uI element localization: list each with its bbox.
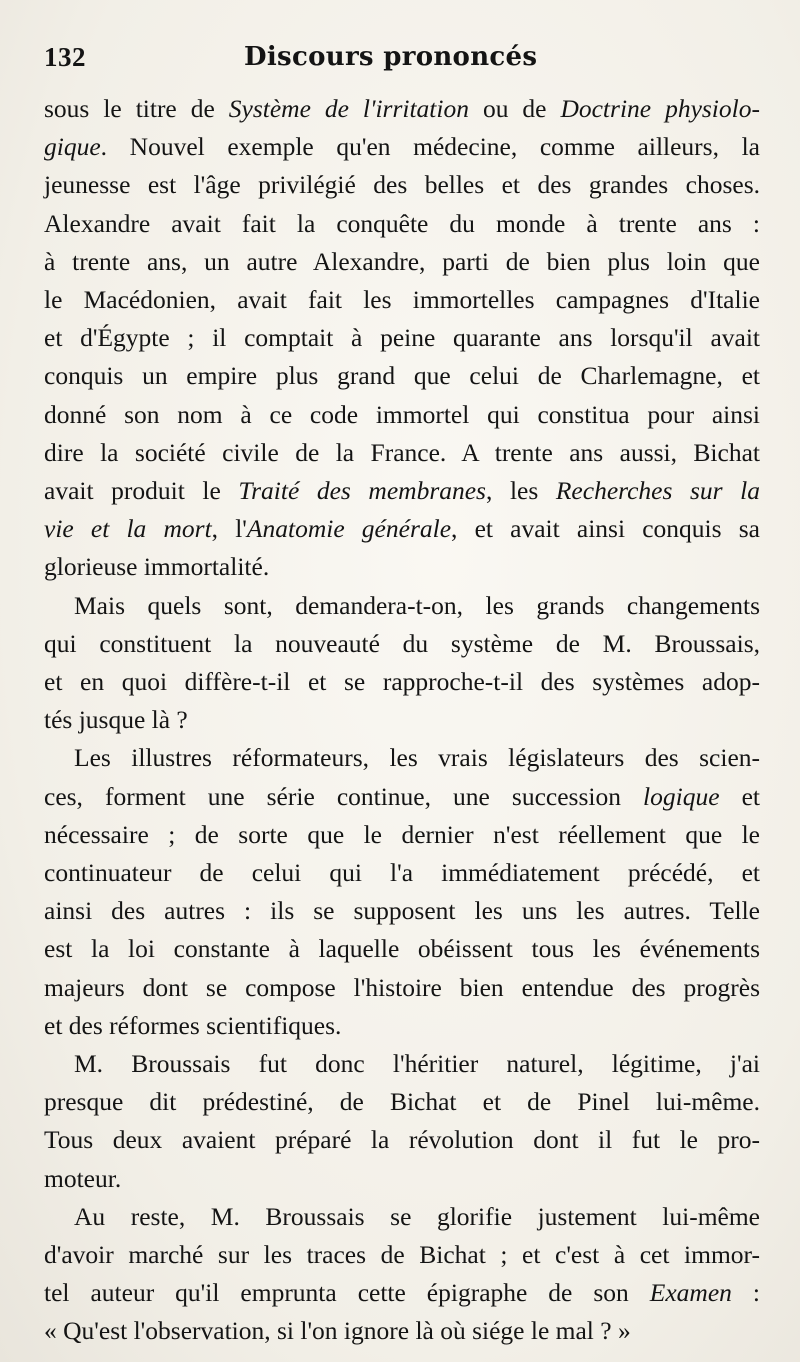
text-segment: , l' bbox=[211, 514, 247, 544]
text-segment: , et avait ainsi conquis sa bbox=[451, 514, 760, 544]
text-line bbox=[44, 739, 760, 777]
text-line bbox=[44, 969, 760, 1007]
text-segment: sous le titre de bbox=[44, 94, 229, 123]
text-segment: à trente ans, un autre Alexandre, parti de bien plus loin que bbox=[44, 246, 760, 276]
italic-text: Anatomie générale bbox=[246, 514, 452, 544]
text-line bbox=[44, 510, 760, 548]
text-segment: presque dit prédestiné, de Bichat et de Pinel lui-même. bbox=[44, 1087, 760, 1117]
text-line bbox=[44, 396, 760, 434]
text-line bbox=[44, 128, 760, 166]
text-segment: Les illustres réformateurs, les vrais législateurs des scien- bbox=[74, 743, 760, 773]
running-head: Discours prononcés bbox=[244, 42, 538, 72]
text-segment: Au reste, M. Broussais se glorifie justement lui-même bbox=[74, 1201, 760, 1231]
text-segment: Tous deux avaient préparé la révolution dont il fut le pro- bbox=[44, 1125, 760, 1155]
text-line bbox=[44, 166, 760, 204]
text-line bbox=[44, 854, 760, 892]
text-line bbox=[44, 663, 760, 701]
text-segment: « Qu'est l'observation, si l'on ignore là où siége le mal ? » bbox=[44, 1316, 631, 1346]
text-segment: majeurs dont se compose l'histoire bien entendue des progrès bbox=[44, 972, 760, 1002]
text-line bbox=[44, 892, 760, 930]
text-segment: et bbox=[719, 781, 761, 811]
text-line bbox=[44, 1160, 760, 1198]
text-segment: continuateur de celui qui l'a immédiatement précédé, et bbox=[44, 858, 760, 887]
text-segment: tés jusque là ? bbox=[44, 705, 188, 735]
text-line bbox=[44, 1045, 760, 1083]
text-line bbox=[44, 701, 760, 739]
text-line bbox=[44, 548, 760, 586]
text-segment: qui constituent la nouveauté du système de M. Broussais, bbox=[44, 628, 760, 658]
italic-text: gique bbox=[44, 132, 101, 162]
text-line bbox=[44, 1007, 760, 1045]
text-segment: M. Broussais fut donc l'héritier naturel, légitime, j'ai bbox=[74, 1049, 760, 1078]
text-segment: conquis un empire plus grand que celui de Charlemagne, et bbox=[44, 361, 760, 391]
text-segment: avait produit le bbox=[44, 476, 239, 505]
text-segment: , les bbox=[486, 476, 556, 505]
text-line bbox=[44, 1121, 760, 1159]
text-segment: glorieuse immortalité. bbox=[44, 552, 270, 582]
text-line bbox=[44, 778, 760, 816]
text-segment: . Nouvel exemple qu'en médecine, comme ailleurs, la bbox=[100, 132, 760, 162]
text-line bbox=[44, 90, 760, 128]
text-segment: ces, forment une série continue, une succession bbox=[44, 781, 644, 811]
italic-text: Recherches sur la bbox=[555, 476, 761, 505]
text-segment: jeunesse est l'âge privilégié des belles et des grandes choses. bbox=[44, 170, 760, 200]
page-header bbox=[44, 42, 760, 82]
text-segment: donné son nom à ce code immortel qui constitua pour ainsi bbox=[44, 399, 760, 429]
text-line bbox=[44, 1083, 760, 1121]
text-segment: le Macédonien, avait fait les immortelles campagnes d'Italie bbox=[44, 285, 760, 314]
text-line bbox=[44, 281, 760, 319]
text-line bbox=[44, 1274, 760, 1312]
text-line bbox=[44, 1198, 760, 1236]
text-line bbox=[44, 1312, 760, 1350]
text-line bbox=[44, 816, 760, 854]
italic-text: Système de l'irritation bbox=[228, 94, 469, 123]
text-segment: ou de bbox=[468, 94, 561, 123]
text-line bbox=[44, 434, 760, 472]
text-line bbox=[44, 319, 760, 357]
text-line bbox=[44, 243, 760, 281]
text-segment: Alexandre avait fait la conquête du monde à trente ans : bbox=[44, 208, 760, 238]
italic-text: Examen bbox=[649, 1278, 732, 1308]
text-line bbox=[44, 205, 760, 243]
text-line bbox=[44, 930, 760, 968]
text-segment: nécessaire ; de sorte que le dernier n'est réellement que le bbox=[44, 819, 760, 849]
italic-text: vie et la mort bbox=[44, 514, 212, 544]
text-segment: : bbox=[731, 1278, 760, 1308]
page-number: 132 bbox=[44, 42, 86, 72]
italic-text: logique bbox=[643, 781, 720, 811]
text-segment: dire la société civile de la France. A trente ans aussi, Bichat bbox=[44, 437, 760, 467]
text-segment: est la loi constante à laquelle obéissent tous les événements bbox=[44, 934, 760, 964]
text-line bbox=[44, 472, 760, 510]
text-line bbox=[44, 587, 760, 625]
text-segment: et des réformes scientifiques. bbox=[44, 1010, 342, 1040]
italic-text: Traité des membranes bbox=[238, 476, 486, 505]
text-segment: Mais quels sont, demandera-t-on, les grands changements bbox=[74, 590, 760, 620]
text-segment: et en quoi diffère-t-il et se rapproche-t-il des systèmes adop- bbox=[44, 667, 760, 696]
text-segment: tel auteur qu'il emprunta cette épigraphe de son bbox=[44, 1278, 650, 1308]
text-line bbox=[44, 1236, 760, 1274]
text-segment: et d'Égypte ; il comptait à peine quarante ans lorsqu'il avait bbox=[44, 323, 760, 353]
text-segment: moteur. bbox=[44, 1163, 122, 1193]
text-line bbox=[44, 625, 760, 663]
text-segment: ainsi des autres : ils se supposent les uns les autres. Telle bbox=[44, 896, 760, 926]
text-segment: d'avoir marché sur les traces de Bichat ; et c'est à cet immor- bbox=[44, 1240, 760, 1269]
text-line bbox=[44, 357, 760, 395]
italic-text: Doctrine physiolo- bbox=[560, 94, 760, 123]
